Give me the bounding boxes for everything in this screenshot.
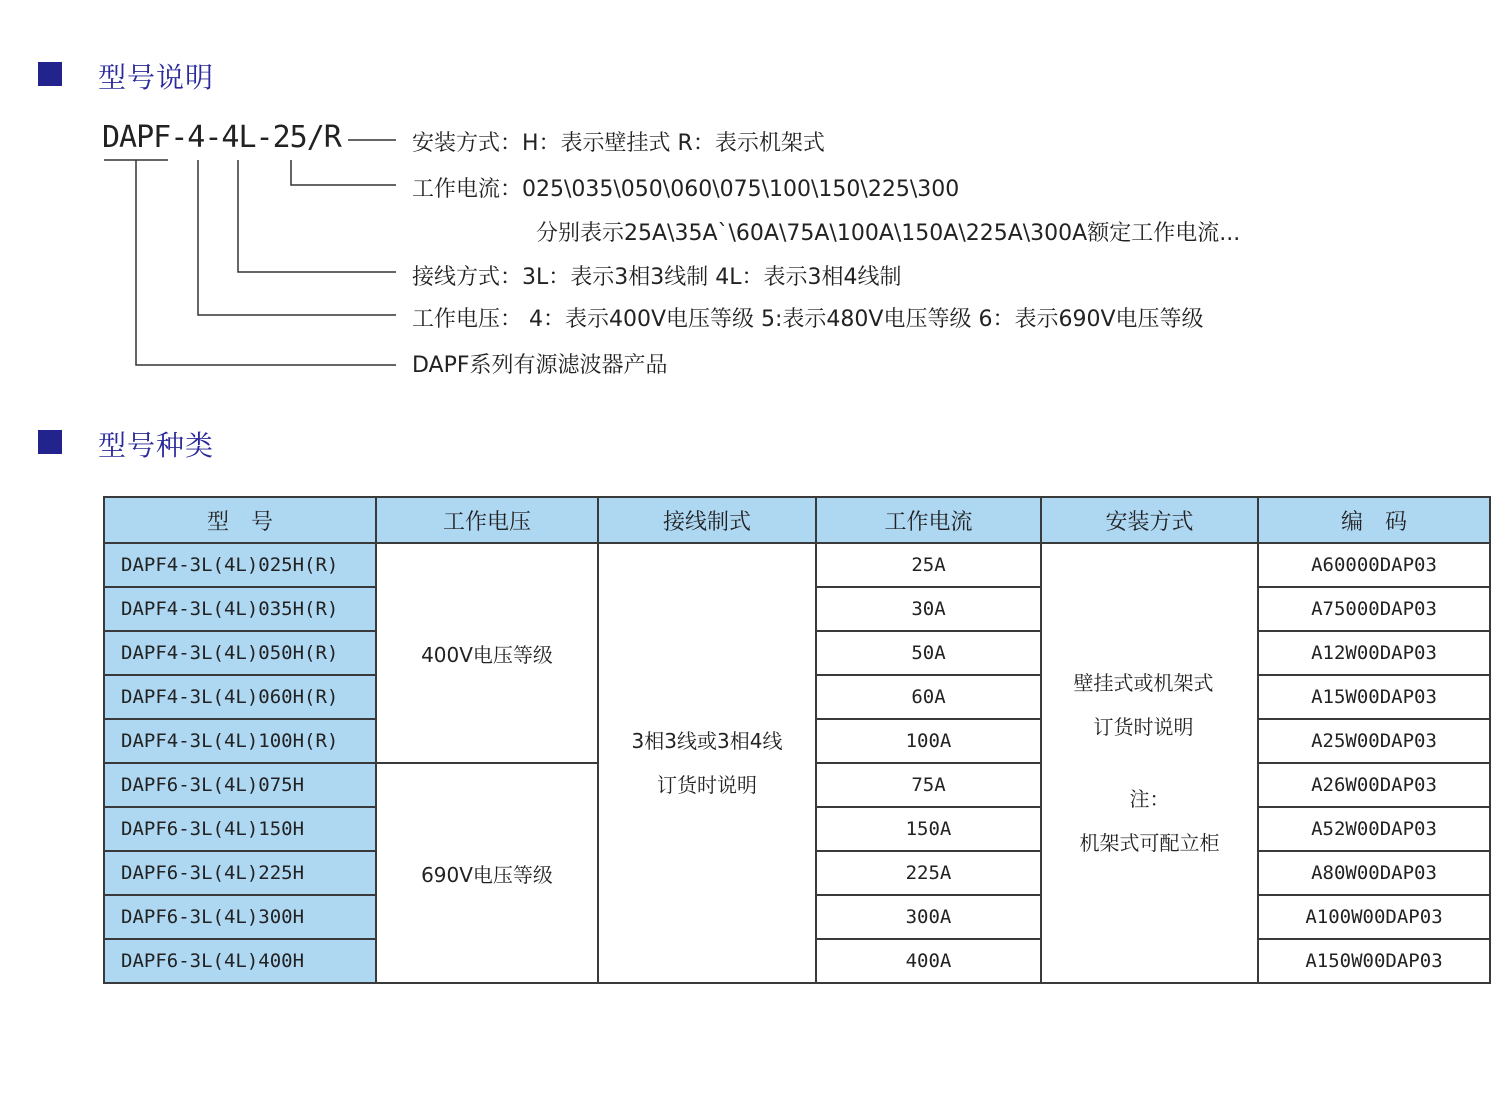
- explain-mount: 安装方式：H：表示壁挂式 R：表示机架式: [412, 131, 825, 156]
- cell-current: 225A: [816, 851, 1041, 895]
- cell-code: A60000DAP03: [1258, 543, 1490, 587]
- explain-series: DAPF系列有源滤波器产品: [412, 353, 668, 378]
- table-row: [104, 543, 1490, 587]
- mount-line-1: 壁挂式或机架式: [1073, 671, 1214, 695]
- cell-current: 30A: [816, 587, 1041, 631]
- header-wiring: 接线制式: [598, 497, 816, 543]
- cell-code: A15W00DAP03: [1258, 675, 1490, 719]
- section-marker-icon: [38, 430, 62, 454]
- cell-model: DAPF4-3L(4L)100H(R): [104, 719, 376, 763]
- cell-code: A80W00DAP03: [1258, 851, 1490, 895]
- cell-model: DAPF4-3L(4L)025H(R): [104, 543, 376, 587]
- mount-line-2: 订货时说明: [1093, 715, 1194, 739]
- cell-code: A100W00DAP03: [1258, 895, 1490, 939]
- cell-model: DAPF6-3L(4L)400H: [104, 939, 376, 983]
- header-model: 型 号: [104, 497, 376, 543]
- cell-code: A52W00DAP03: [1258, 807, 1490, 851]
- cell-voltage-400: 400V电压等级: [376, 543, 598, 763]
- cell-current: 50A: [816, 631, 1041, 675]
- explain-current-note: 分别表示25A\35A`\60A\75A\100A\150A\225A\300A额定工作电流...: [536, 221, 1241, 246]
- cell-voltage-690: 690V电压等级: [376, 763, 598, 983]
- explain-current: 工作电流：025\035\050\060\075\100\150\225\300: [412, 177, 960, 202]
- cell-current: 300A: [816, 895, 1041, 939]
- header-current: 工作电流: [816, 497, 1041, 543]
- cell-current: 25A: [816, 543, 1041, 587]
- explain-wiring: 接线方式：3L：表示3相3线制 4L：表示3相4线制: [412, 265, 902, 290]
- cell-code: A26W00DAP03: [1258, 763, 1490, 807]
- cell-model: DAPF4-3L(4L)050H(R): [104, 631, 376, 675]
- explain-voltage: 工作电压： 4：表示400V电压等级 5:表示480V电压等级 6：表示690V电压等级: [412, 307, 1204, 332]
- model-table: [103, 496, 1491, 984]
- cell-code: A150W00DAP03: [1258, 939, 1490, 983]
- cell-code: A75000DAP03: [1258, 587, 1490, 631]
- cell-wiring: [598, 543, 816, 983]
- cell-model: DAPF6-3L(4L)150H: [104, 807, 376, 851]
- cell-current: 400A: [816, 939, 1041, 983]
- cell-model: DAPF4-3L(4L)060H(R): [104, 675, 376, 719]
- cell-current: 100A: [816, 719, 1041, 763]
- section-title-model-types: 型号种类: [98, 429, 215, 462]
- table-header-row: [104, 497, 1490, 543]
- cell-current: 60A: [816, 675, 1041, 719]
- header-voltage: 工作电压: [376, 497, 598, 543]
- cell-current: 150A: [816, 807, 1041, 851]
- cell-model: DAPF4-3L(4L)035H(R): [104, 587, 376, 631]
- header-code: 编 码: [1258, 497, 1490, 543]
- mount-note-title: 注：: [1129, 787, 1170, 811]
- cell-mount: [1041, 543, 1258, 983]
- cell-model: DAPF6-3L(4L)300H: [104, 895, 376, 939]
- cell-model: DAPF6-3L(4L)225H: [104, 851, 376, 895]
- wiring-line-2: 订货时说明: [657, 773, 757, 797]
- section-title-model-explanation: 型号说明: [98, 61, 215, 94]
- cell-current: 75A: [816, 763, 1041, 807]
- cell-code: A12W00DAP03: [1258, 631, 1490, 675]
- cell-code: A25W00DAP03: [1258, 719, 1490, 763]
- header-mount: 安装方式: [1041, 497, 1258, 543]
- model-code: DAPF-4-4L-25/R: [102, 120, 341, 155]
- mount-note: 机架式可配立柜: [1079, 831, 1220, 855]
- wiring-line-1: 3相3线或3相4线: [631, 729, 783, 753]
- cell-model: DAPF6-3L(4L)075H: [104, 763, 376, 807]
